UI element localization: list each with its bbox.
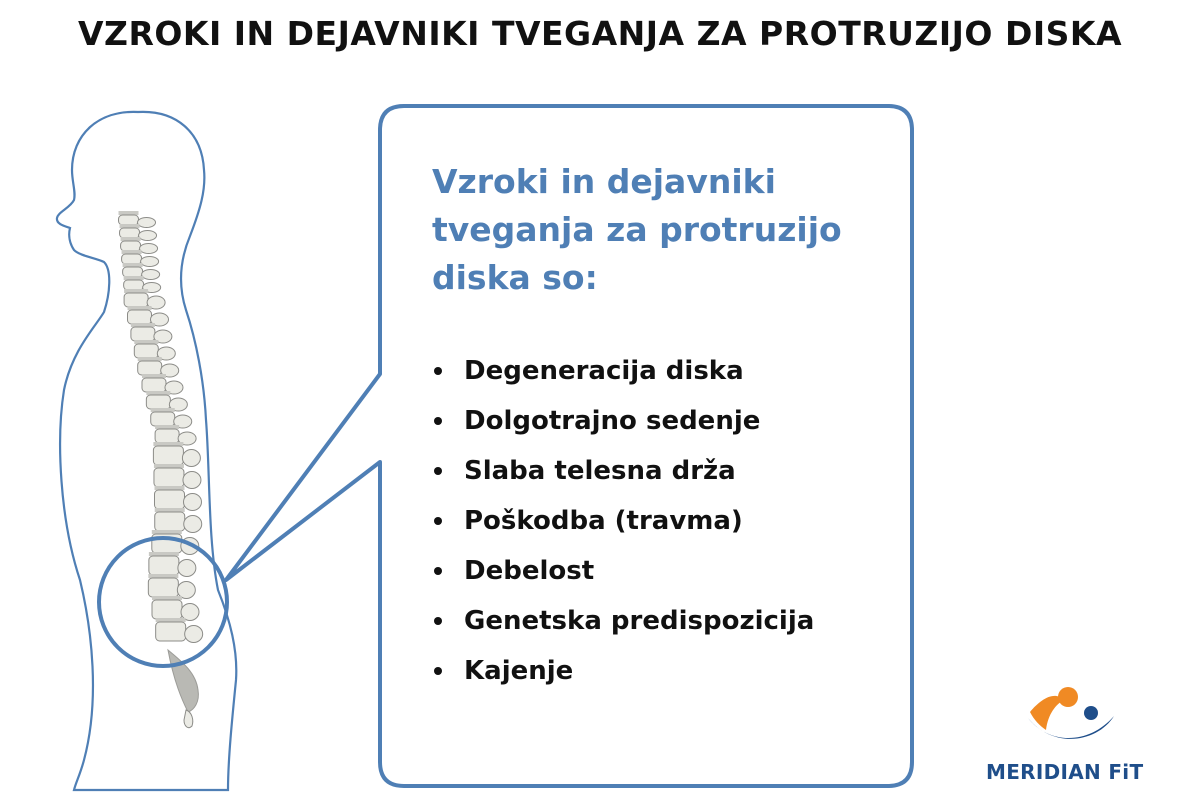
bullet-dot xyxy=(434,617,442,625)
spinous-process xyxy=(141,257,159,267)
risk-factor-label: Slaba telesna drža xyxy=(464,456,736,486)
spinal-disc xyxy=(122,250,142,254)
vertebra xyxy=(119,215,139,225)
vertebra xyxy=(122,254,142,264)
risk-factor-item xyxy=(432,546,892,596)
spinal-disc xyxy=(120,224,140,228)
vertebra xyxy=(146,395,170,409)
main-title: VZROKI IN DEJAVNIKI TVEGANJA ZA PROTRUZIJO DISKA xyxy=(78,14,1122,53)
spinal-disc xyxy=(119,211,139,215)
spinal-disc xyxy=(156,618,186,622)
bullet-dot xyxy=(434,567,442,575)
vertebra xyxy=(152,600,182,619)
spinal-disc xyxy=(124,289,148,293)
bullet-dot xyxy=(434,467,442,475)
risk-factor-item xyxy=(432,646,892,696)
risk-factor-label: Degeneracija diska xyxy=(464,356,744,386)
spinous-process xyxy=(184,494,202,511)
vertebra xyxy=(124,280,144,290)
spinal-disc xyxy=(155,425,179,429)
spinal-disc xyxy=(155,508,185,512)
bullet-dot xyxy=(434,517,442,525)
bullet-dot xyxy=(434,367,442,375)
spinous-process xyxy=(184,516,202,533)
spinal-disc xyxy=(146,391,170,395)
body-silhouette xyxy=(57,112,236,790)
vertebra xyxy=(149,556,179,575)
risk-factor-label: Poškodba (travma) xyxy=(464,506,743,536)
spinous-process xyxy=(138,218,156,228)
spinal-disc xyxy=(134,340,158,344)
risk-factor-item xyxy=(432,346,892,396)
spinal-disc xyxy=(124,276,144,280)
spinal-disc xyxy=(151,408,175,412)
risk-factor-item xyxy=(432,446,892,496)
spinous-process xyxy=(139,231,157,241)
coccyx-shape xyxy=(184,710,193,728)
spinous-process xyxy=(185,626,203,643)
risk-factor-label: Dolgotrajno sedenje xyxy=(464,406,761,436)
vertebra xyxy=(142,378,166,392)
spinal-disc xyxy=(142,374,166,378)
logo-mark xyxy=(1028,687,1114,739)
spinal-disc xyxy=(148,574,178,578)
spinous-process xyxy=(183,472,201,489)
spinous-process xyxy=(178,560,196,577)
risk-factor-label: Debelost xyxy=(464,556,595,586)
spinous-process xyxy=(182,450,200,467)
spinous-process xyxy=(142,270,160,280)
vertebra xyxy=(120,228,140,238)
vertebra xyxy=(155,512,185,531)
vertebra xyxy=(155,429,179,443)
callout-heading: Vzroki in dejavniki tveganja za protruzijo diska so: xyxy=(432,162,842,297)
risk-factor-list xyxy=(432,346,892,696)
spinal-disc xyxy=(128,306,152,310)
vertebra xyxy=(124,293,148,307)
bullet-dot xyxy=(434,417,442,425)
spine xyxy=(119,211,203,642)
spinal-disc xyxy=(154,464,184,468)
risk-factor-item xyxy=(432,396,892,446)
vertebra xyxy=(153,446,183,465)
risk-factor-label: Kajenje xyxy=(464,656,574,686)
risk-factor-item xyxy=(432,596,892,646)
vertebra xyxy=(154,468,184,487)
spinal-disc xyxy=(149,552,179,556)
spinal-disc xyxy=(121,237,141,241)
risk-factor-label: Genetska predispozicija xyxy=(464,606,815,636)
spinal-disc xyxy=(138,357,162,361)
vertebra xyxy=(155,490,185,509)
spinal-disc xyxy=(123,263,143,267)
vertebra xyxy=(148,578,178,597)
vertebra xyxy=(151,412,175,426)
spinous-process xyxy=(140,244,158,254)
vertebra xyxy=(121,241,141,251)
vertebra xyxy=(138,361,162,375)
spinal-disc xyxy=(153,442,183,446)
spinal-disc xyxy=(152,596,182,600)
bullet-dot xyxy=(434,667,442,675)
vertebra xyxy=(131,327,155,341)
vertebra xyxy=(134,344,158,358)
vertebra xyxy=(123,267,143,277)
spinal-disc xyxy=(152,530,182,534)
vertebra xyxy=(128,310,152,324)
vertebra xyxy=(156,622,186,641)
logo-text: MERIDIAN FiT xyxy=(986,760,1144,784)
spinous-process xyxy=(181,604,199,621)
spinal-disc xyxy=(155,486,185,490)
spinal-disc xyxy=(131,323,155,327)
risk-factor-item xyxy=(432,496,892,546)
spinous-process xyxy=(177,582,195,599)
